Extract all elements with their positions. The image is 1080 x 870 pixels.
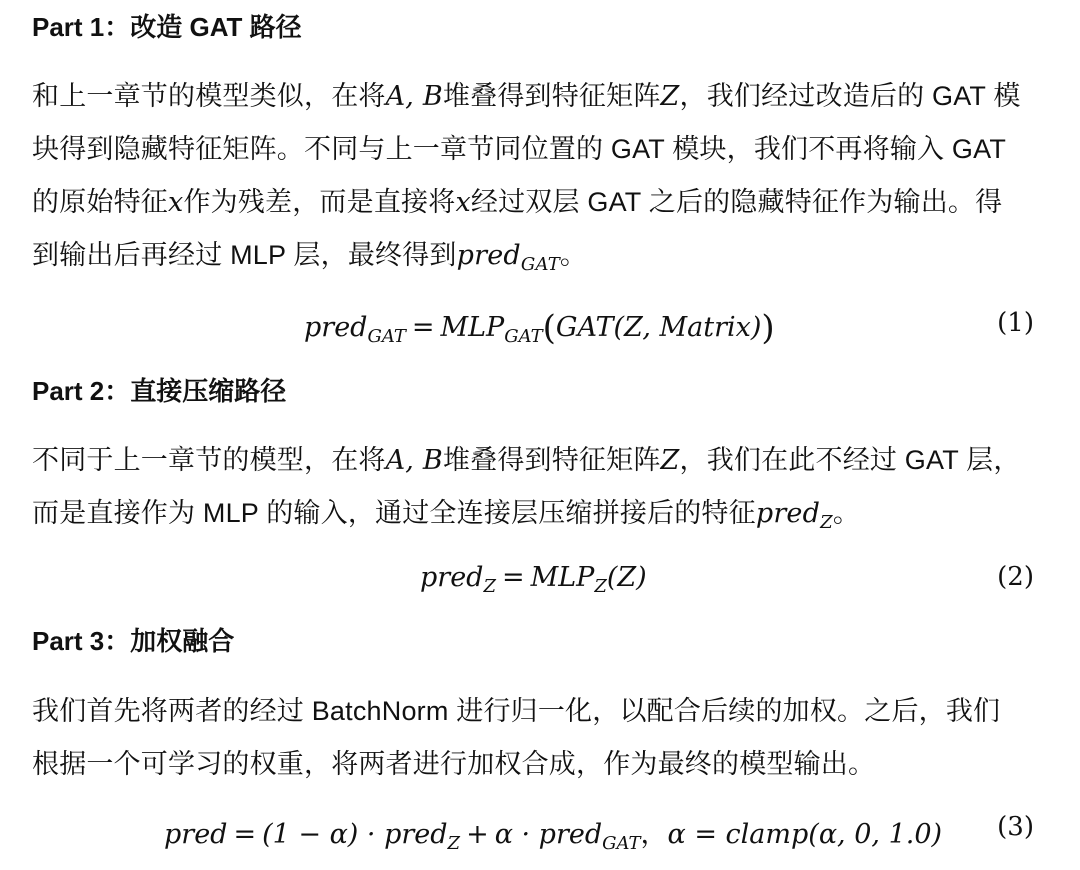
- equation-body: pred$_Z$ = $MLP_Z(Z)$: [420, 562, 647, 597]
- heading-number: Part 3: [32, 626, 105, 656]
- math-inline: pred: [456, 240, 521, 271]
- paragraph-line: 不同于上一章节的模型，在将A, B堆叠得到特征矩阵Z，我们在此不经过 GAT 层，: [32, 445, 1021, 476]
- math-inline: pred: [755, 498, 821, 529]
- section-heading-part3: [32, 626, 234, 656]
- math-inline: x: [168, 187, 184, 218]
- equation-2: [0, 556, 1080, 600]
- math-inline: A, B: [385, 445, 443, 476]
- math-subscript: Z: [820, 512, 833, 533]
- section-heading-part1: [32, 12, 302, 42]
- paragraph-line: 的原始特征x作为残差，而是直接将x经过双层 GAT 之后的隐藏特征作为输出。得: [32, 187, 1003, 218]
- heading-title: ：加权融合: [104, 626, 235, 656]
- paragraph-line: 到输出后再经过 MLP 层，最终得到pred$_{GAT}$。: [32, 240, 588, 275]
- heading-title: ：改造 GAT 路径: [104, 12, 302, 42]
- equation-body: pred = (1 − α) · pred$_Z$ + α · pred$_{GAT}$，α = clamp(α, 0, 1.0): [164, 819, 943, 854]
- paragraph-part3: [32, 685, 1042, 791]
- paragraph-line: 和上一章节的模型类似，在将A, B堆叠得到特征矩阵Z，我们经过改造后的 GAT 模: [32, 81, 1021, 112]
- equation-body: pred$_{GAT}$ = $MLP_{GAT}(GAT(Z$, Matrix)): [304, 308, 775, 348]
- paragraph-line: 而是直接作为 MLP 的输入，通过全连接层压缩拼接后的特征pred$_Z$。: [32, 498, 861, 533]
- section-heading-part2: [32, 376, 286, 406]
- equation-number: (3): [997, 812, 1034, 842]
- paragraph-line: 我们首先将两者的经过 BatchNorm 进行归一化，以配合后续的加权。之后，我们: [32, 696, 1001, 726]
- heading-number: Part 1: [32, 12, 105, 42]
- equation-number: (1): [997, 308, 1034, 338]
- math-inline: A, B: [385, 81, 443, 112]
- math-inline: x: [455, 187, 471, 218]
- math-inline: Z: [660, 445, 680, 476]
- paragraph-line: 块得到隐藏特征矩阵。不同与上一章节同位置的 GAT 模块，我们不再将输入 GAT: [32, 134, 1007, 164]
- equation-number: (2): [997, 562, 1034, 592]
- equation-3: [0, 806, 1080, 854]
- paragraph-part1: [32, 70, 1042, 282]
- paragraph-line: 根据一个可学习的权重，将两者进行加权合成，作为最终的模型输出。: [32, 749, 876, 779]
- equation-1: [0, 302, 1080, 346]
- paragraph-part2: [32, 434, 1042, 540]
- math-inline: Z: [660, 81, 680, 112]
- math-subscript: GAT: [520, 254, 560, 275]
- heading-number: Part 2: [32, 376, 105, 406]
- heading-title: ：直接压缩路径: [104, 376, 287, 406]
